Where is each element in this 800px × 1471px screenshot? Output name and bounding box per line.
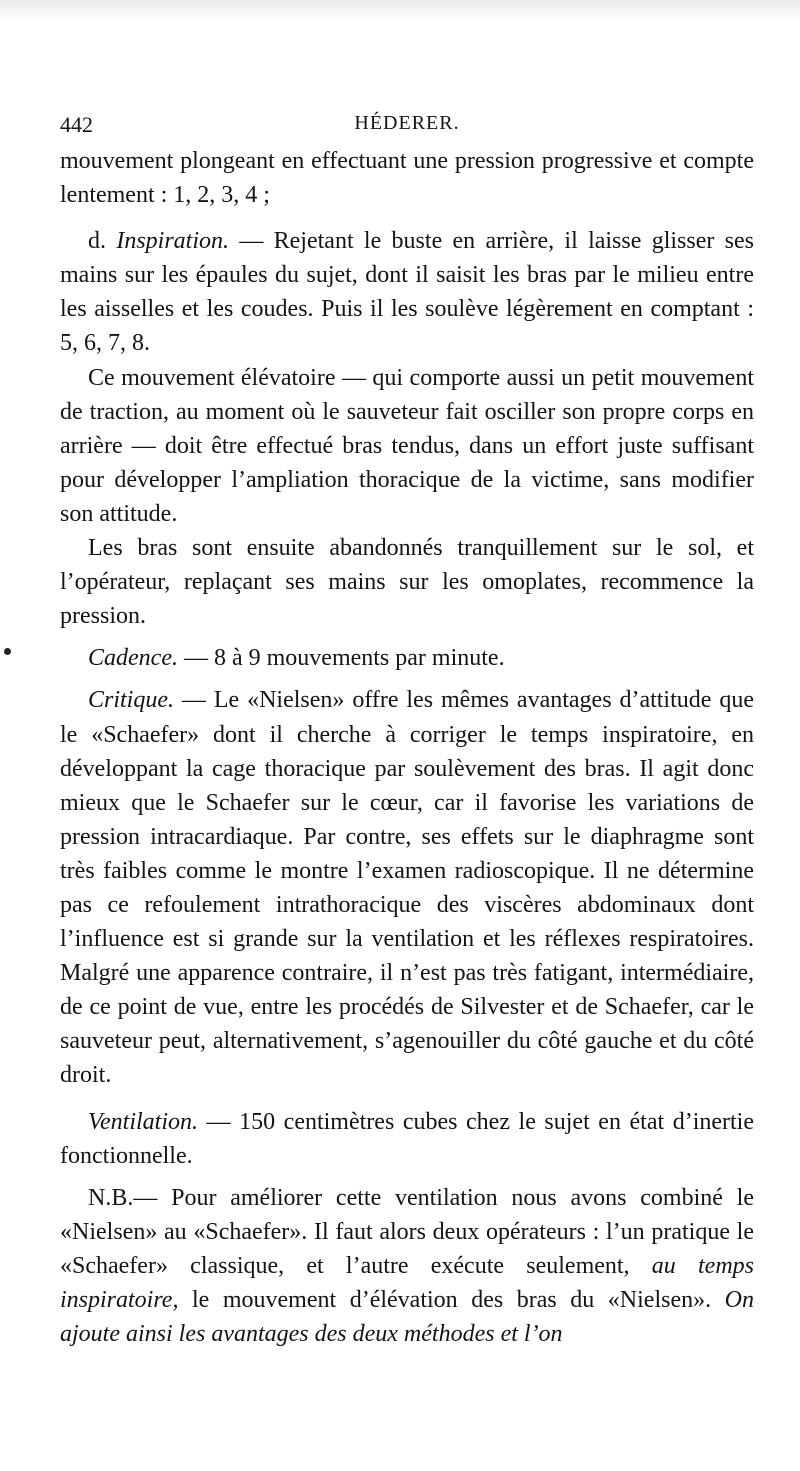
scan-edge — [0, 0, 800, 22]
book-page — [60, 100, 754, 1351]
paragraph-text: — Le «Nielsen» offre les mêmes avantages d’attitude que le «Schaefer» dont il cherche à corriger le temps inspiratoire, en développant la cage thoracique par soulèvement des bras. Il agit donc mieux que le Schaefer sur le cœur, car il favorise les variations de pression intracardiaque. Par contre, ses effets sur le diaphragme sont très faibles comme le montre l’examen radioscopique. Il ne détermine pas ce refoulement intrathoracique des viscères abdominaux dont l’influence est si grande sur la ventilation et les réflexes respiratoires. Malgré une apparence contraire, il n’est pas très fatigant, intermédiaire, de ce point de vue, entre les procédés de Silvester et de Schaefer, car le sauveteur peut, alternativement, s’agenouiller du côté gauche et du côté droit. — [60, 687, 754, 1089]
page-body — [60, 144, 754, 1351]
paragraph-text: — Rejetant le buste en arrière, il laisse glisser ses mains sur les épaules du sujet, dont il saisit les bras par le milieu entre les aisselles et les coudes. Puis il les soulève légèrement en comptant : 5, 6, 7, 8. — [60, 228, 755, 357]
item-label: d. — [88, 228, 117, 255]
paragraph-critique — [60, 683, 754, 1092]
paragraph-text: — 8 à 9 mouvements par minute. — [177, 645, 505, 672]
paragraph-text: — 150 centimètres cubes chez le sujet en état d’inertie fonctionnelle. — [60, 1108, 754, 1169]
section-title-critique: Critique. — [88, 687, 175, 714]
paragraph-ventilation — [60, 1105, 754, 1173]
italic-phrase: On ajoute ainsi les avantages des deux méthodes et l’on — [60, 1287, 754, 1348]
italic-phrase: au temps inspiratoire, — [60, 1252, 754, 1313]
margin-bullet-mark — [4, 648, 11, 655]
paragraph-inspiration — [60, 224, 754, 360]
page-number: 442 — [60, 112, 93, 137]
paragraph-nota-bene — [60, 1181, 754, 1351]
paragraph-continuation: mouvement plongeant en effectuant une pression progressive et compte lentement : 1, 2, 3, 4 ; — [60, 148, 754, 209]
paragraph-text: le mouvement d’élévation des bras du «Nielsen». — [178, 1287, 725, 1313]
paragraph-arms: Les bras sont ensuite abandonnés tranquillement sur le sol, et l’opérateur, replaçant ses mains sur les omoplates, recommence la pression. — [60, 535, 754, 630]
section-title-ventilation: Ventilation. — [88, 1108, 198, 1135]
paragraph-elevation: Ce mouvement élévatoire — qui comporte aussi un petit mouvement de traction, au moment où le sauveteur fait osciller son propre corps en arrière — doit être effectué bras tendus, dans un effort juste suffisant pour développer l’ampliation thoracique de la victime, sans modifier son attitude. — [60, 364, 754, 527]
section-title-cadence: Cadence. — [88, 645, 178, 672]
section-title-inspiration: Inspiration. — [116, 228, 230, 255]
paragraph-text: N.B.— Pour améliorer cette ventilation nous avons combiné le «Nielsen» au «Schaefer». Il faut alors deux opérateurs : l’un pratique le «Schaefer» classique, et l’autre exécute seulement, — [60, 1184, 754, 1279]
paragraph-cadence — [60, 641, 754, 675]
running-head: HÉDERER. — [354, 112, 460, 134]
page-header — [60, 100, 754, 144]
